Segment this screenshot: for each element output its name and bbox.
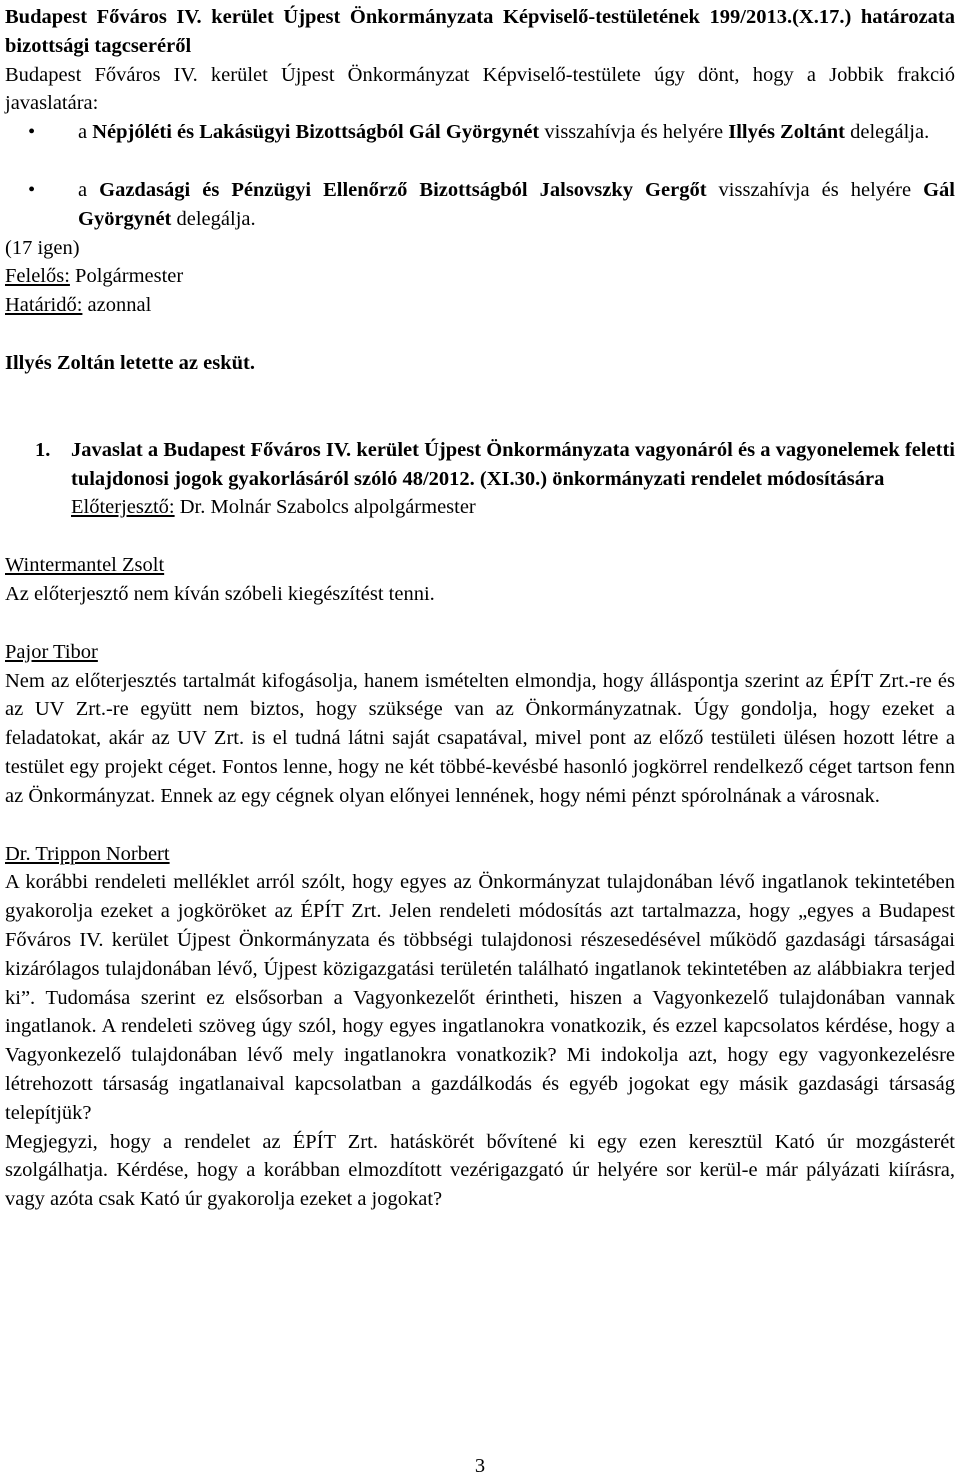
speaker-name: Wintermantel Zsolt <box>5 554 165 577</box>
deadline-label: Határidő: <box>5 294 83 317</box>
bullet-icon: • <box>28 178 36 201</box>
agenda-number: 1. <box>35 438 51 461</box>
presenter-label: Előterjesztő: <box>71 496 175 519</box>
vote-result: (17 igen) <box>5 236 80 259</box>
deadline-line <box>5 291 955 320</box>
resolution-bullet-item: • a Gazdasági és Pénzügyi Ellenőrző Bizottságból Jalsovszky Gergőt visszahívja és helyére Gál Györgynét delegálja. <box>5 176 955 234</box>
agenda-title: Javaslat a Budapest Főváros IV. kerület Újpest Önkormányzata vagyonáról és a vagyonelemek feletti tulajdonosi jogok gyakorlásáról szóló 48/2012. (XI.30.) önkormányzati rendelet módosítására <box>71 438 955 490</box>
oath-note: Illyés Zoltán letette az esküt. <box>5 351 255 374</box>
speaker-name: Pajor Tibor <box>5 640 98 663</box>
agenda-item <box>5 436 955 522</box>
speaker-name: Dr. Trippon Norbert <box>5 842 170 865</box>
speech-block <box>5 551 955 609</box>
presenter-value: Dr. Molnár Szabolcs alpolgármester <box>174 496 476 519</box>
page-number: 3 <box>474 1455 486 1477</box>
resolution-title: Budapest Főváros IV. kerület Újpest Önkormányzata Képviselő-testületének 199/2013.(X.17.) határozata bizottsági tagcseréről <box>5 6 955 57</box>
resolution-bullet-list <box>5 118 955 233</box>
deadline-value: azonnal <box>82 294 152 317</box>
speech-block <box>5 638 955 811</box>
presenter-line <box>71 493 955 522</box>
agenda-list <box>5 436 955 522</box>
resolution-intro: Budapest Főváros IV. kerület Újpest Önkormányzat Képviselő-testülete úgy dönt, hogy a Jobbik frakció javaslatára: <box>5 63 955 115</box>
speech-paragraph: Nem az előterjesztés tartalmát kifogásolja, hanem ismételten elmondja, hogy álláspontja szerint az ÉPÍT Zrt.-re és az UV Zrt.-re együtt nem biztos, hogy szüksége van az Önkormányzatnak. Úgy gondolja, hogy ezeket a feladatokat, akár az UV Zrt. is el tudná látni saját csapatával, mivel pont az előző testületi ülésen hozott létre a testület egy projekt céget. Fontos lenne, hogy ne két többé-kevésbé hasonló jogkörrel rendelkező céget tartson fenn az Önkormányzat. Ennek az egy cégnek olyan előnyei lennének, hogy némi pénzt spórolnának a városnak. <box>5 669 955 807</box>
speech-paragraph: A korábbi rendeleti melléklet arról szólt, hogy egyes az Önkormányzat tulajdonában lévő ingatlanok tekintetében gyakorolja ezeket a jogköröket az ÉPÍT Zrt. Jelen rendeleti módosítás azt tartalmazza, hogy „egyes a Budapest Főváros IV. kerület Újpest Önkormányzata és többségi tulajdonosi részesedésével működő gazdasági társaságai kizárólagos tulajdonában lévő, Újpest közigazgatási területén található ingatlanok tekintetében az alábbiakra terjed ki”. Tudomása szerint ez elsősorban a Vagyonkezelőt érintheti, hiszen a Vagyonkezelő tulajdonában vannak ingatlanok. A rendeleti szöveg úgy szól, hogy egyes ingatlanokra vonatkozik, és ezzel kapcsolatos kérdése, hogy a Vagyonkezelő tulajdonában lévő mely ingatlanokra vonatkozik? Mi indokolja azt, hogy egy vagyonkezelésre létrehozott társaság ingatlanaival kapcsolatban a gazdálkodás és egyéb jogokat egy másik gazdasági társaság telepítjük? <box>5 871 955 1124</box>
document-page <box>5 3 955 1214</box>
responsible-line <box>5 262 955 291</box>
resolution-bullet-item: • a Népjóléti és Lakásügyi Bizottságból Gál Györgynét visszahívja és helyére Illyés Zoltánt delegálja. <box>5 118 955 147</box>
speech-block <box>5 840 955 1214</box>
bullet-icon: • <box>28 121 36 144</box>
responsible-value: Polgármester <box>69 265 184 288</box>
speech-paragraph: Az előterjesztő nem kíván szóbeli kiegészítést tenni. <box>5 582 435 605</box>
responsible-label: Felelős: <box>5 265 70 288</box>
speech-paragraph: Megjegyzi, hogy a rendelet az ÉPÍT Zrt. hatáskörét bővítené ki egy ezen keresztül Kató úr mozgásterét szolgálhatja. Kérdése, hogy a korábban elmozdított vezérigazgató úr helyére sor kerül-e már pályázati kiírásra, vagy azóta csak Kató úr gyakorolja ezeket a jogokat? <box>5 1130 955 1211</box>
